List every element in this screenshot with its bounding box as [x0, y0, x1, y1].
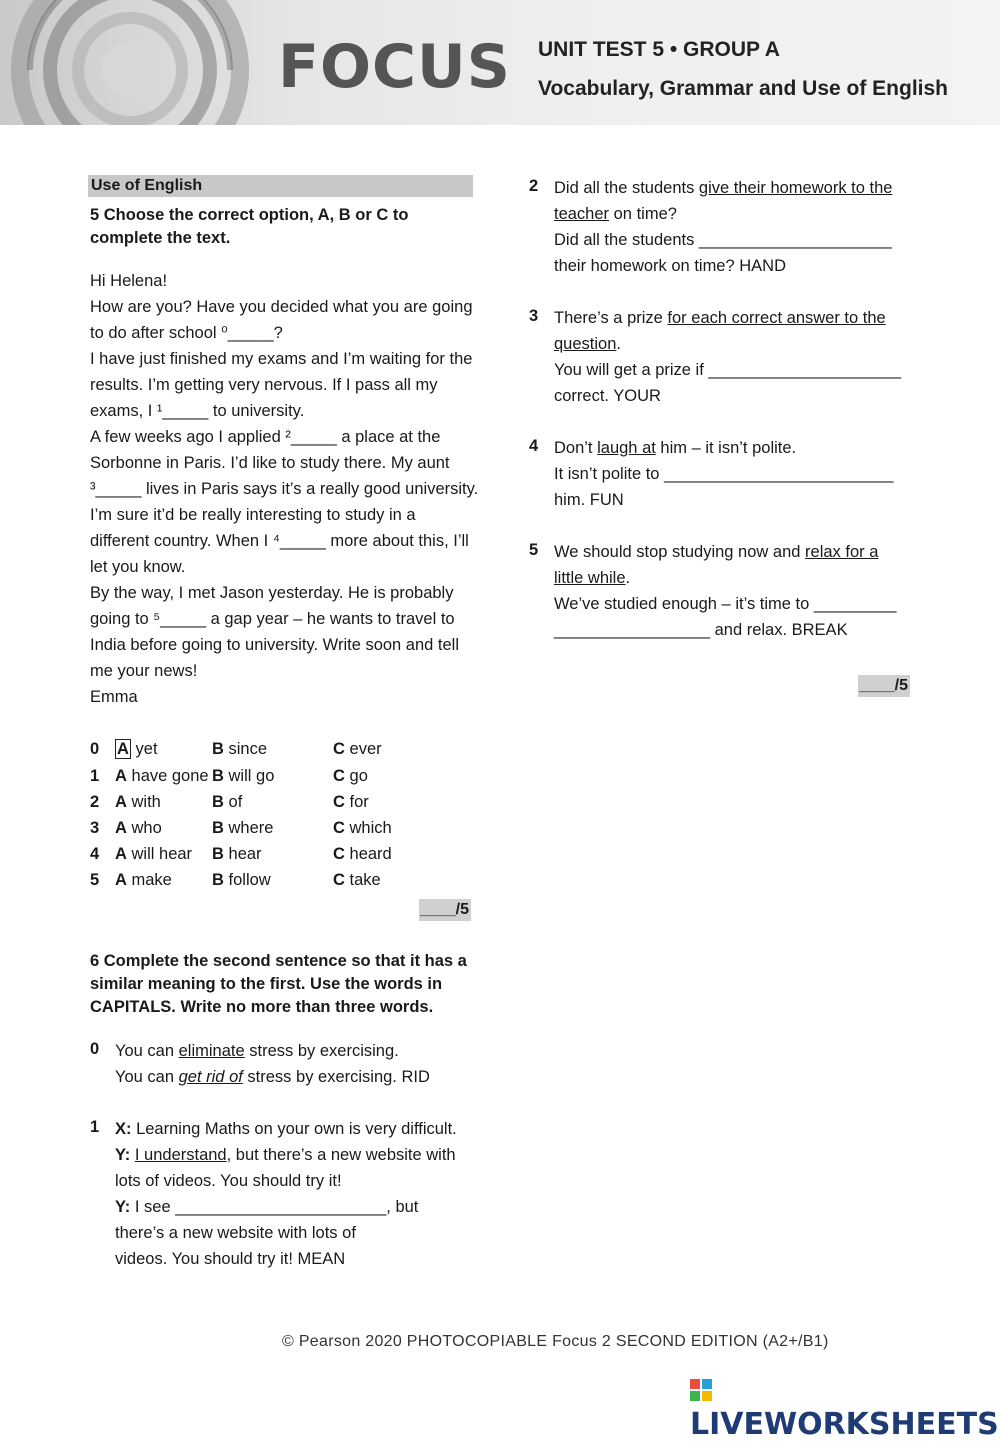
option-text: who [131, 819, 162, 837]
task5-score: ____/5 [419, 899, 471, 921]
underlined-phrase: I understand [134, 1146, 227, 1164]
letter-line: I have just finished my exams and I’m waiting for the [90, 350, 473, 368]
option-row-2 [90, 789, 410, 815]
option-row-4 [90, 841, 410, 867]
focus-logo: FOCUS [278, 32, 511, 102]
speaker-label: X: [115, 1120, 132, 1138]
underlined-phrase: question [554, 335, 617, 353]
option-number: 5 [90, 871, 100, 889]
option-letter: A [115, 871, 127, 889]
letter-line: I’m sure it’d be really interesting to study in a [90, 506, 416, 524]
option-row-1 [90, 763, 410, 789]
letter-line: exams, I ¹_____ to university. [90, 402, 305, 420]
question-5 [554, 539, 934, 643]
text: lots of videos. You should try it! [115, 1172, 342, 1190]
option-c[interactable] [333, 867, 381, 893]
letter-line: results. I’m getting very nervous. If I pass all my [90, 376, 438, 394]
underlined-phrase: relax for a [805, 543, 879, 561]
letter-line: Hi Helena! [90, 272, 168, 290]
letter-line: India before going to university. Write soon and tell [90, 636, 460, 654]
option-letter: B [212, 845, 224, 863]
option-letter: C [333, 845, 345, 863]
option-a[interactable] [115, 789, 161, 815]
task6-heading [90, 950, 490, 1019]
option-c[interactable] [333, 789, 369, 815]
option-letter: B [212, 819, 224, 837]
option-text: make [131, 871, 172, 889]
option-text: have gone [131, 767, 209, 785]
letter-line: different country. When I ⁴_____ more about this, I’ll [90, 532, 469, 550]
option-text: follow [228, 871, 271, 889]
option-c[interactable] [333, 736, 382, 762]
question-3 [554, 305, 934, 409]
option-number: 0 [90, 740, 100, 758]
unit-title: UNIT TEST 5 • GROUP A [538, 38, 780, 61]
question-number: 0 [90, 1040, 100, 1058]
text: Don’t [554, 439, 598, 457]
option-text: of [228, 793, 243, 811]
answer-blank[interactable]: _________________ and relax. BREAK [554, 621, 848, 639]
text: There’s a prize [554, 309, 668, 327]
option-a[interactable] [115, 815, 162, 841]
option-row-5 [90, 867, 410, 893]
underlined-phrase: eliminate [178, 1042, 245, 1060]
unit-subtitle: Vocabulary, Grammar and Use of English [538, 77, 949, 100]
option-letter: C [333, 819, 345, 837]
option-letter: A [115, 767, 127, 785]
option-number: 3 [90, 819, 100, 837]
option-text: where [228, 819, 274, 837]
copyright-footer: © Pearson 2020 PHOTOCOPIABLE Focus 2 SECOND EDITION (A2+/B1) [282, 1333, 829, 1350]
speaker-label: Y: [115, 1146, 131, 1164]
option-a[interactable] [115, 841, 192, 867]
option-c[interactable] [333, 841, 392, 867]
option-a[interactable] [115, 736, 158, 762]
option-letter: A [117, 740, 129, 758]
option-a[interactable] [115, 763, 209, 789]
text: there’s a new website with lots of [115, 1224, 356, 1242]
liveworksheets-icon [690, 1379, 712, 1401]
text: him – it isn’t polite. [655, 439, 797, 457]
option-number: 4 [90, 845, 100, 863]
underlined-phrase: teacher [554, 205, 610, 223]
question-number: 4 [529, 437, 539, 455]
watermark-text: LIVEWORKSHEETS [690, 1407, 999, 1442]
text: We should stop studying now and [554, 543, 806, 561]
option-text: yet [135, 740, 158, 758]
question-number: 2 [529, 177, 539, 195]
option-b[interactable] [212, 841, 262, 867]
text: stress by exercising. [244, 1042, 399, 1060]
letter-line: to do after school ⁰_____? [90, 324, 283, 342]
text: You can [115, 1068, 179, 1086]
letter-text [90, 268, 500, 710]
text: correct. YOUR [554, 387, 661, 405]
question-number: 5 [529, 541, 539, 559]
option-text: ever [349, 740, 382, 758]
option-c[interactable] [333, 815, 392, 841]
text: their homework on time? HAND [554, 257, 786, 275]
question-1 [115, 1116, 495, 1272]
text: him. FUN [554, 491, 624, 509]
option-text: for [349, 793, 369, 811]
question-0 [115, 1038, 495, 1090]
option-number: 1 [90, 767, 100, 785]
option-letter: B [212, 767, 224, 785]
letter-line: going to ⁵_____ a gap year – he wants to travel to [90, 610, 455, 628]
option-letter: A [115, 793, 127, 811]
option-text: which [349, 819, 392, 837]
underlined-phrase: for each correct answer to the [667, 309, 886, 327]
underlined-phrase: little while [554, 569, 626, 587]
text: . [625, 569, 631, 587]
underlined-phrase: laugh at [597, 439, 656, 457]
answer-blank[interactable]: You will get a prize if _____________________ [554, 361, 902, 379]
text: on time? [609, 205, 677, 223]
answer-blank[interactable]: Did all the students _____________________ [554, 231, 892, 249]
letter-line: By the way, I met Jason yesterday. He is probably [90, 584, 454, 602]
question-4 [554, 435, 934, 513]
example-answer: get rid of [178, 1068, 243, 1086]
option-text: heard [349, 845, 392, 863]
option-letter: C [333, 871, 345, 889]
option-row-0 [90, 736, 410, 762]
task6-heading-line: similar meaning to the first. Use the words in [90, 975, 443, 993]
option-text: go [349, 767, 368, 785]
option-b[interactable] [212, 815, 273, 841]
text: . [616, 335, 621, 353]
letter-line: Sorbonne in Paris. I’d like to study there. My aunt [90, 454, 450, 472]
option-text: take [349, 871, 381, 889]
text: stress by exercising. RID [242, 1068, 430, 1086]
question-number: 1 [90, 1118, 100, 1136]
option-b[interactable] [212, 736, 267, 762]
option-letter: C [333, 767, 345, 785]
focus-swirl-graphic [10, 0, 250, 125]
question-number: 3 [529, 307, 539, 325]
option-letter: C [333, 740, 345, 758]
task5-heading: 5 Choose the correct option, A, B or C to complete the text. [90, 206, 409, 247]
letter-line: Emma [90, 688, 138, 706]
option-text: since [228, 740, 268, 758]
answer-blank[interactable]: We’ve studied enough – it’s time to _________ [554, 595, 897, 613]
option-row-3 [90, 815, 410, 841]
option-letter: B [212, 871, 224, 889]
option-text: will go [228, 767, 275, 785]
option-letter: B [212, 740, 224, 758]
option-letter: C [333, 793, 345, 811]
letter-line: me your news! [90, 662, 198, 680]
liveworksheets-watermark [690, 1372, 1000, 1442]
option-number: 2 [90, 793, 100, 811]
task6-score: ____/5 [858, 675, 910, 697]
text: Did all the students [554, 179, 699, 197]
speaker-label: Y: [115, 1198, 131, 1216]
option-letter: A [115, 845, 127, 863]
question-2 [554, 175, 934, 279]
option-text: hear [228, 845, 262, 863]
text: , but there’s a new website with [226, 1146, 456, 1164]
option-text: with [131, 793, 161, 811]
option-letter: B [212, 793, 224, 811]
option-c[interactable] [333, 763, 368, 789]
underlined-phrase: give their homework to the [698, 179, 893, 197]
task6-heading-line: CAPITALS. Write no more than three words. [90, 998, 434, 1016]
text: You can [115, 1042, 179, 1060]
answer-blank[interactable]: I see _______________________, but [130, 1198, 419, 1216]
answer-blank[interactable]: It isn’t polite to _________________________ [554, 465, 894, 483]
option-b[interactable] [212, 867, 271, 893]
option-a[interactable] [115, 867, 172, 893]
option-b[interactable] [212, 763, 274, 789]
letter-line: let you know. [90, 558, 186, 576]
option-letter: A [115, 819, 127, 837]
letter-line: A few weeks ago I applied ²_____ a place at the [90, 428, 441, 446]
page-header [0, 0, 1000, 125]
text: Learning Maths on your own is very difficult. [131, 1120, 457, 1138]
section-title: Use of English [88, 175, 473, 197]
text: videos. You should try it! MEAN [115, 1250, 346, 1268]
letter-line: How are you? Have you decided what you are going [90, 298, 473, 316]
letter-line: ³_____ lives in Paris says it’s a really good university. [90, 480, 479, 498]
option-text: will hear [131, 845, 193, 863]
task6-heading-line: 6 Complete the second sentence so that it has a [90, 952, 467, 970]
option-b[interactable] [212, 789, 242, 815]
